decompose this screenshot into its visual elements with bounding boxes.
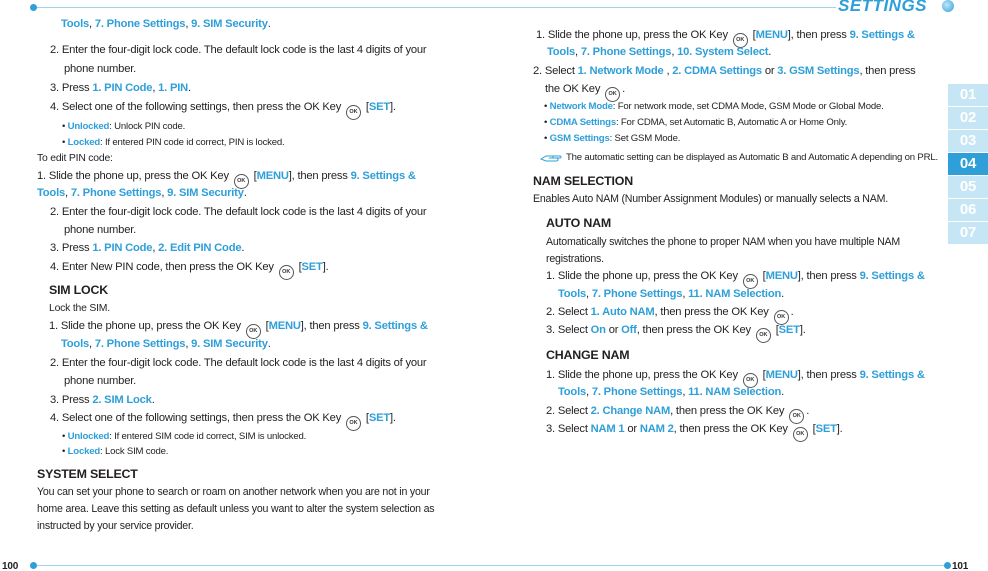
page-number-right: 101 [952, 561, 969, 571]
bullet-item: • Network Mode: For network mode, set CDMA Mode, GSM Mode or Global Mode. [544, 101, 884, 112]
text-line: Tools, 7. Phone Settings, 10. System Select. [547, 46, 772, 58]
text-line: phone number. [64, 375, 137, 387]
text-line: 3. Select On or Off, then press the OK Key OK [SET]. [546, 324, 806, 343]
tab-05[interactable]: 05 [948, 176, 988, 198]
text-line: 2. Select 1. Auto NAM, then press the OK Key OK . [546, 306, 794, 325]
bottom-left-dot [30, 562, 37, 569]
bullet-item: • CDMA Settings: For CDMA, set Automatic B, Automatic A or Home Only. [544, 117, 848, 128]
text-line: Tools, 7. Phone Settings, 9. SIM Security. [61, 18, 271, 30]
heading-sim-lock: SIM LOCK [49, 283, 108, 297]
title-ball-icon [942, 0, 954, 12]
text-line: 1. Slide the phone up, press the OK Key OK [MENU], then press 9. Settings & [546, 369, 925, 388]
text-line: the OK Key OK . [545, 83, 625, 102]
text-line: 1. Slide the phone up, press the OK Key OK [MENU], then press 9. Settings & [536, 29, 915, 48]
text-line: 4. Select one of the following settings, then press the OK Key OK [SET]. [50, 412, 396, 431]
ok-key-icon: OK [743, 274, 758, 289]
ok-key-icon: OK [793, 427, 808, 442]
tab-02[interactable]: 02 [948, 107, 988, 129]
bullet-item: • Unlocked: Unlock PIN code. [62, 121, 186, 132]
text-line: Enables Auto NAM (Number Assignment Modules) or manually selects a NAM. [533, 193, 888, 205]
text-line: 4. Enter New PIN code, then press the OK Key OK [SET]. [50, 261, 329, 280]
text-line: phone number. [64, 63, 137, 75]
ok-key-icon: OK [743, 373, 758, 388]
ok-key-icon: OK [346, 416, 361, 431]
text-line: 1. Slide the phone up, press the OK Key OK [MENU], then press 9. Settings & [546, 270, 925, 289]
tab-04[interactable]: 04 [948, 153, 988, 175]
text-line: Automatically switches the phone to proper NAM when you have multiple NAM [546, 236, 901, 248]
text-line: Tools, 7. Phone Settings, 9. SIM Security. [61, 338, 271, 350]
heading-auto-nam: AUTO NAM [546, 216, 611, 230]
tab-01[interactable]: 01 [948, 84, 988, 106]
text-line: You can set your phone to search or roam on another network when you are not in your [37, 486, 430, 498]
bottom-right-dot [944, 562, 951, 569]
ok-key-icon: OK [279, 265, 294, 280]
note-hand-icon [540, 152, 562, 164]
text-line: home area. Leave this setting as default unless you want to alter the system selection as [37, 503, 435, 515]
bullet-item: • GSM Settings: Set GSM Mode. [544, 133, 681, 144]
text-line: instructed by your service provider. [37, 520, 194, 532]
chapter-tabs [948, 84, 988, 245]
text-line: 3. Press 1. PIN Code, 2. Edit PIN Code. [50, 242, 245, 254]
bullet-item: • Unlocked: If entered SIM code id correct, SIM is unlocked. [62, 431, 307, 442]
text-line: 4. Select one of the following settings, then press the OK Key OK [SET]. [50, 101, 396, 120]
tab-03[interactable]: 03 [948, 130, 988, 152]
text-line: 3. Press 1. PIN Code, 1. PIN. [50, 82, 191, 94]
text-line: To edit PIN code: [37, 153, 113, 164]
note-text: The automatic setting can be displayed as Automatic B and Automatic A depending on PRL. [566, 152, 938, 163]
section-title: SETTINGS [838, 0, 928, 15]
top-left-dot [30, 4, 37, 11]
ok-key-icon: OK [246, 324, 261, 339]
ok-key-icon: OK [234, 174, 249, 189]
heading-system-select: SYSTEM SELECT [37, 467, 138, 481]
tab-06[interactable]: 06 [948, 199, 988, 221]
bullet-item: • Locked: Lock SIM code. [62, 446, 169, 457]
ok-key-icon: OK [789, 409, 804, 424]
text-line: 1. Slide the phone up, press the OK Key OK [MENU], then press 9. Settings & [49, 320, 428, 339]
ok-key-icon: OK [756, 328, 771, 343]
text-line: 1. Slide the phone up, press the OK Key OK [MENU], then press 9. Settings & [37, 170, 416, 189]
text-line: registrations. [546, 253, 604, 265]
text-line: Tools, 7. Phone Settings, 11. NAM Selection. [558, 386, 785, 398]
text-line: 2. Enter the four-digit lock code. The default lock code is the last 4 digits of your [50, 44, 427, 56]
text-line: 2. Select 2. Change NAM, then press the OK Key OK . [546, 405, 809, 424]
text-line: phone number. [64, 224, 137, 236]
text-line: 3. Select NAM 1 or NAM 2, then press the OK Key OK [SET]. [546, 423, 843, 442]
heading-nam-selection: NAM SELECTION [533, 174, 633, 188]
bullet-item: • Locked: If entered PIN code id correct, PIN is locked. [62, 137, 285, 148]
bottom-rule [36, 565, 946, 566]
text-line: Lock the SIM. [49, 303, 110, 314]
text-line: 2. Select 1. Network Mode , 2. CDMA Settings or 3. GSM Settings, then press [533, 65, 916, 77]
page-number-left: 100 [2, 561, 19, 571]
ok-key-icon: OK [346, 105, 361, 120]
top-rule [36, 7, 836, 8]
ok-key-icon: OK [605, 87, 620, 102]
text-line: Tools, 7. Phone Settings, 11. NAM Selection. [558, 288, 785, 300]
ok-key-icon: OK [774, 310, 789, 325]
tab-07[interactable]: 07 [948, 222, 988, 244]
text-line: Tools, 7. Phone Settings, 9. SIM Security. [37, 187, 247, 199]
text-line: 2. Enter the four-digit lock code. The default lock code is the last 4 digits of your [50, 357, 427, 369]
ok-key-icon: OK [733, 33, 748, 48]
text-line: 2. Enter the four-digit lock code. The default lock code is the last 4 digits of your [50, 206, 427, 218]
text-line: 3. Press 2. SIM Lock. [50, 394, 155, 406]
heading-change-nam: CHANGE NAM [546, 348, 630, 362]
